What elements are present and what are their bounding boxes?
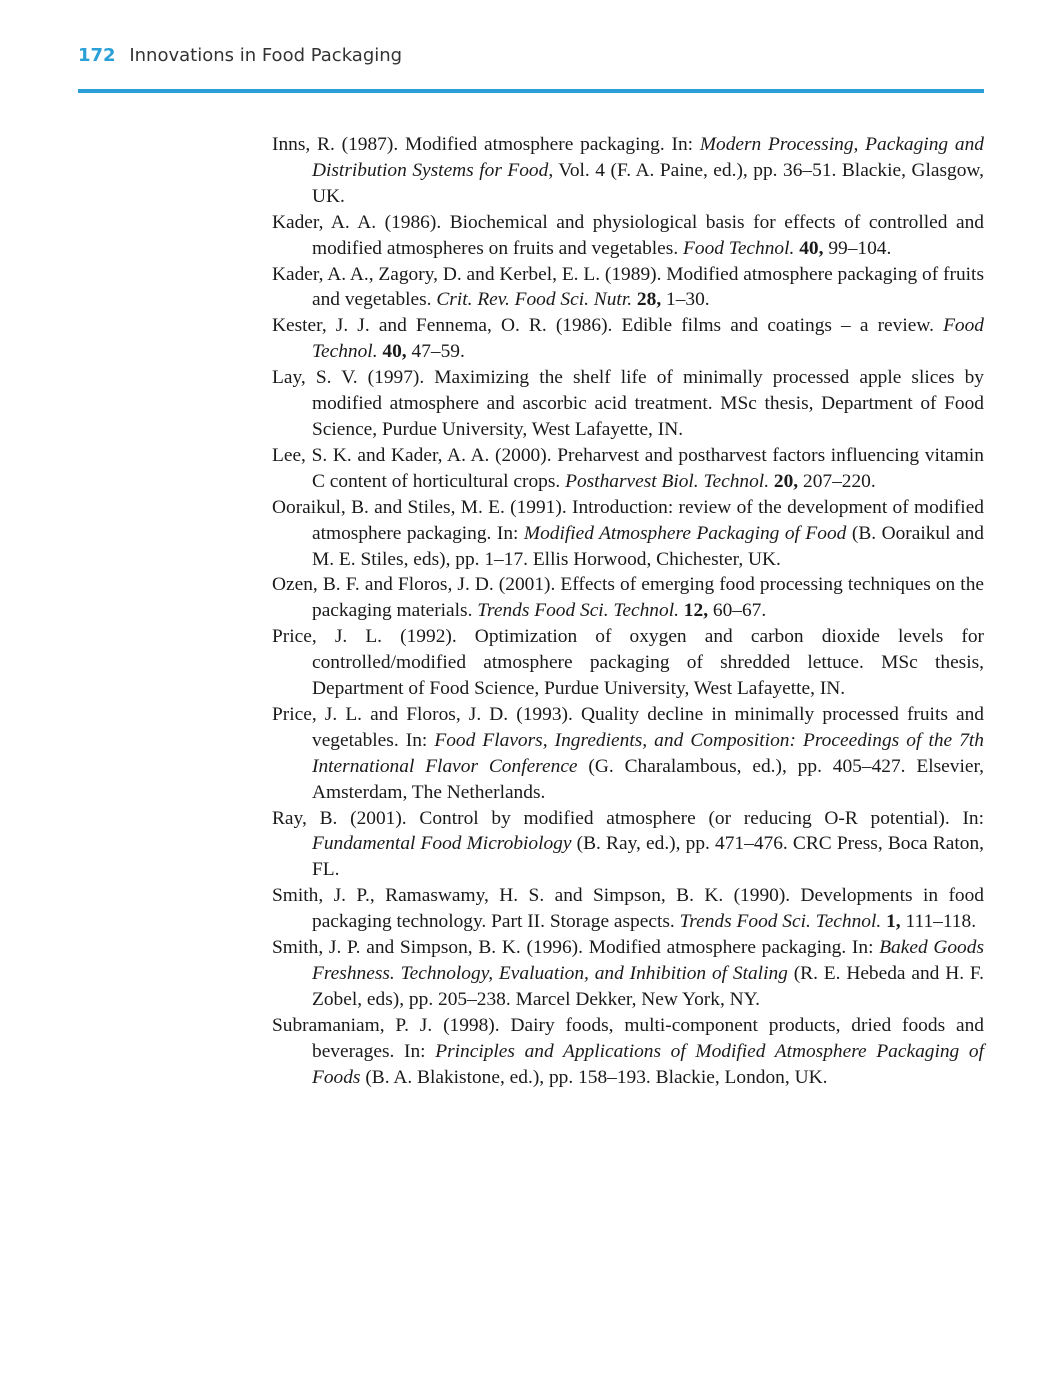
- reference-text: Inns, R. (1987). Modified atmosphere packaging. In:: [272, 134, 700, 155]
- reference-text: Price, J. L. (1992). Optimization of oxygen and carbon dioxide levels for controlled/modified atmosphere packaging of shredded lettuce. MSc thesis, Department of Food Science, Purdue University, West Lafayette, IN.: [272, 626, 984, 700]
- reference-volume: 1,: [886, 911, 901, 933]
- reference-text: Price, J. L. and Floros, J. D. (1993). Quality decline in minimally processed fruits and vegetables. In:: [272, 703, 984, 751]
- reference-text: (R. E. Hebeda and H. F. Zobel, eds), pp. 205–238. Marcel Dekker, New York, NY.: [312, 963, 984, 1010]
- reference-text: 111–118.: [900, 911, 977, 933]
- reference-source-title: Trends Food Sci. Technol.: [477, 600, 679, 622]
- reference-entry: [272, 702, 984, 806]
- book-title: Innovations in Food Packaging: [129, 45, 403, 66]
- reference-text: 47–59.: [406, 341, 465, 363]
- reference-source-title: Trends Food Sci. Technol.: [679, 911, 882, 933]
- reference-entry: [272, 624, 984, 702]
- reference-list: [272, 132, 984, 1091]
- reference-source-title: Crit. Rev. Food Sci. Nutr.: [436, 289, 633, 311]
- reference-source-title: Food Technol.: [312, 315, 984, 363]
- reference-entry: [272, 883, 984, 935]
- reference-text: (G. Charalambous, ed.), pp. 405–427. Elsevier, Amsterdam, The Netherlands.: [312, 755, 984, 803]
- reference-text: Kader, A. A., Zagory, D. and Kerbel, E. L. (1989). Modified atmosphere packaging of fruits and vegetables.: [272, 263, 984, 311]
- reference-source-title: Modified Atmosphere Packaging of Food: [523, 522, 847, 544]
- reference-text: 99–104.: [823, 237, 892, 259]
- reference-text: Lay, S. V. (1997). Maximizing the shelf life of minimally processed apple slices by modified atmosphere and ascorbic acid treatment. MSc thesis, Department of Food Science, Purdue University, West Lafayette, IN.: [272, 367, 984, 440]
- reference-text: (B. Ray, ed.), pp. 471–476. CRC Press, Boca Raton, FL.: [312, 833, 984, 881]
- reference-text: Smith, J. P., Ramaswamy, H. S. and Simpson, B. K. (1990). Developments in food packaging technology. Part II. Storage aspects.: [272, 885, 984, 933]
- reference-text: (B. A. Blakistone, ed.), pp. 158–193. Blackie, London, UK.: [360, 1066, 828, 1088]
- reference-text: Subramaniam, P. J. (1998). Dairy foods, multi-component products, dried foods and beverages. In:: [272, 1014, 984, 1062]
- reference-source-title: Postharvest Biol. Technol.: [565, 470, 770, 492]
- reference-text: , Vol. 4 (F. A. Paine, ed.), pp. 36–51. Blackie, Glasgow, UK.: [312, 159, 984, 207]
- reference-source-title: Principles and Applications of Modified Atmosphere Packaging of Foods: [312, 1040, 984, 1088]
- reference-entry: [272, 313, 984, 365]
- reference-text: Ray, B. (2001). Control by modified atmosphere (or reducing O-R potential). In:: [272, 807, 984, 829]
- reference-volume: 28,: [636, 289, 662, 311]
- reference-text: Smith, J. P. and Simpson, B. K. (1996). Modified atmosphere packaging. In:: [272, 937, 880, 959]
- reference-text: Kader, A. A. (1986). Biochemical and physiological basis for effects of controlled and modified atmospheres on fruits and vegetables.: [272, 211, 984, 259]
- reference-text: (B. Ooraikul and M. E. Stiles, eds), pp. 1–17. Ellis Horwood, Chichester, UK.: [312, 522, 984, 570]
- reference-entry: [272, 806, 984, 884]
- reference-text: 1–30.: [661, 289, 710, 311]
- reference-source-title: Food Flavors, Ingredients, and Composition: Proceedings of the 7th International Flavor Conference: [312, 729, 984, 777]
- reference-text: Lee, S. K. and Kader, A. A. (2000). Preharvest and postharvest factors influencing vitamin C content of horticultural crops.: [272, 444, 984, 492]
- reference-entry: [272, 365, 984, 443]
- reference-source-title: Fundamental Food Microbiology: [312, 833, 572, 855]
- reference-entry: [272, 443, 984, 495]
- reference-volume: 12,: [683, 600, 709, 622]
- reference-text: 60–67.: [708, 600, 767, 622]
- reference-entry: [272, 210, 984, 262]
- reference-entry: [272, 572, 984, 624]
- reference-source-title: Food Technol.: [683, 237, 795, 259]
- reference-volume: 20,: [773, 470, 799, 492]
- header-rule: [78, 89, 984, 93]
- reference-text: Ozen, B. F. and Floros, J. D. (2001). Effects of emerging food processing techniques on the packaging materials.: [272, 574, 984, 622]
- reference-entry: [272, 935, 984, 1013]
- running-head: [78, 44, 402, 68]
- reference-text: Ooraikul, B. and Stiles, M. E. (1991). Introduction: review of the development of modified atmosphere packaging. In:: [272, 496, 984, 544]
- reference-volume: 40,: [382, 341, 407, 363]
- reference-source-title: Baked Goods Freshness. Technology, Evaluation, and Inhibition of Staling: [312, 937, 984, 984]
- reference-entry: [272, 495, 984, 573]
- reference-text: Kester, J. J. and Fennema, O. R. (1986). Edible films and coatings – a review.: [272, 315, 944, 337]
- reference-text: 207–220.: [798, 470, 876, 492]
- reference-entry: [272, 262, 984, 314]
- reference-entry: [272, 1013, 984, 1091]
- reference-entry: [272, 132, 984, 210]
- reference-volume: 40,: [799, 237, 824, 259]
- reference-source-title: Modern Processing, Packaging and Distribution Systems for Food: [312, 134, 984, 181]
- page-number: 172: [78, 45, 116, 66]
